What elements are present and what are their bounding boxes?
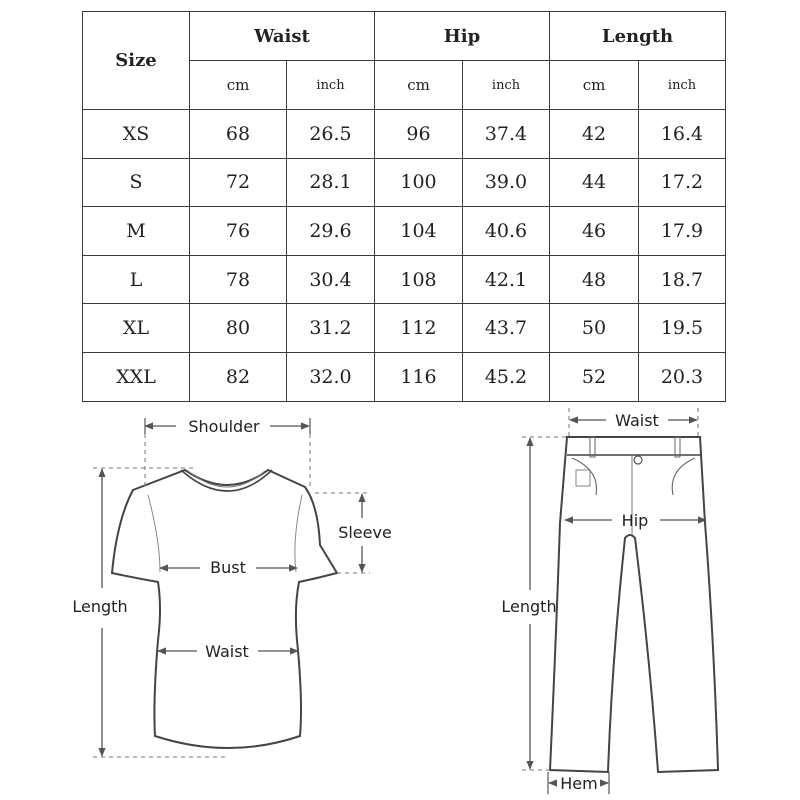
length-inch: 19.5 — [639, 304, 726, 353]
hip-cm: 108 — [375, 255, 463, 304]
waist-cm: 76 — [190, 207, 287, 256]
length-cm: 42 — [550, 110, 639, 159]
pants-outline — [550, 437, 718, 772]
hip-cm: 112 — [375, 304, 463, 353]
hip-cm: 100 — [375, 158, 463, 207]
size-label: M — [83, 207, 190, 256]
hip-inch: 40.6 — [463, 207, 550, 256]
length-cm: 48 — [550, 255, 639, 304]
size-header: Size — [83, 12, 190, 110]
pants-length-label: Length — [501, 597, 557, 616]
waist-cm: 82 — [190, 352, 287, 401]
length-inch: 20.3 — [639, 352, 726, 401]
hip-inch: 42.1 — [463, 255, 550, 304]
waist-inch: 28.1 — [287, 158, 375, 207]
pants-hip-label: Hip — [621, 511, 649, 530]
size-label: XS — [83, 110, 190, 159]
hip-inch: 39.0 — [463, 158, 550, 207]
waist-inch: 31.2 — [287, 304, 375, 353]
length-cm: 46 — [550, 207, 639, 256]
waist-inch: 26.5 — [287, 110, 375, 159]
tshirt-outline — [112, 470, 337, 748]
hip-cm: 116 — [375, 352, 463, 401]
unit-inch: inch — [463, 61, 550, 110]
unit-cm: cm — [190, 61, 287, 110]
hip-cm: 96 — [375, 110, 463, 159]
hip-inch: 45.2 — [463, 352, 550, 401]
unit-cm: cm — [375, 61, 463, 110]
waist-inch: 30.4 — [287, 255, 375, 304]
size-label: XXL — [83, 352, 190, 401]
size-label: S — [83, 158, 190, 207]
waist-cm: 80 — [190, 304, 287, 353]
waist-inch: 29.6 — [287, 207, 375, 256]
unit-cm: cm — [550, 61, 639, 110]
hip-header: Hip — [375, 12, 550, 61]
length-cm: 52 — [550, 352, 639, 401]
length-header: Length — [550, 12, 726, 61]
waist-cm: 72 — [190, 158, 287, 207]
pants-diagram — [501, 408, 718, 794]
size-label: L — [83, 255, 190, 304]
size-label: XL — [83, 304, 190, 353]
hem-label: Hem — [560, 774, 598, 793]
length-cm: 44 — [550, 158, 639, 207]
hip-inch: 43.7 — [463, 304, 550, 353]
hip-inch: 37.4 — [463, 110, 550, 159]
shirt-length-label: Length — [72, 597, 128, 616]
pants-button — [634, 456, 642, 464]
length-cm: 50 — [550, 304, 639, 353]
waist-cm: 78 — [190, 255, 287, 304]
length-inch: 16.4 — [639, 110, 726, 159]
unit-inch: inch — [287, 61, 375, 110]
length-inch: 18.7 — [639, 255, 726, 304]
unit-inch: inch — [639, 61, 726, 110]
bust-label: Bust — [210, 558, 246, 577]
shoulder-label: Shoulder — [188, 417, 260, 436]
tshirt-diagram — [72, 417, 391, 757]
waist-header: Waist — [190, 12, 375, 61]
hip-cm: 104 — [375, 207, 463, 256]
length-inch: 17.2 — [639, 158, 726, 207]
shirt-waist-label: Waist — [205, 642, 249, 661]
length-inch: 17.9 — [639, 207, 726, 256]
waist-cm: 68 — [190, 110, 287, 159]
waist-inch: 32.0 — [287, 352, 375, 401]
pants-waist-label: Waist — [615, 411, 659, 430]
sleeve-label: Sleeve — [338, 523, 392, 542]
